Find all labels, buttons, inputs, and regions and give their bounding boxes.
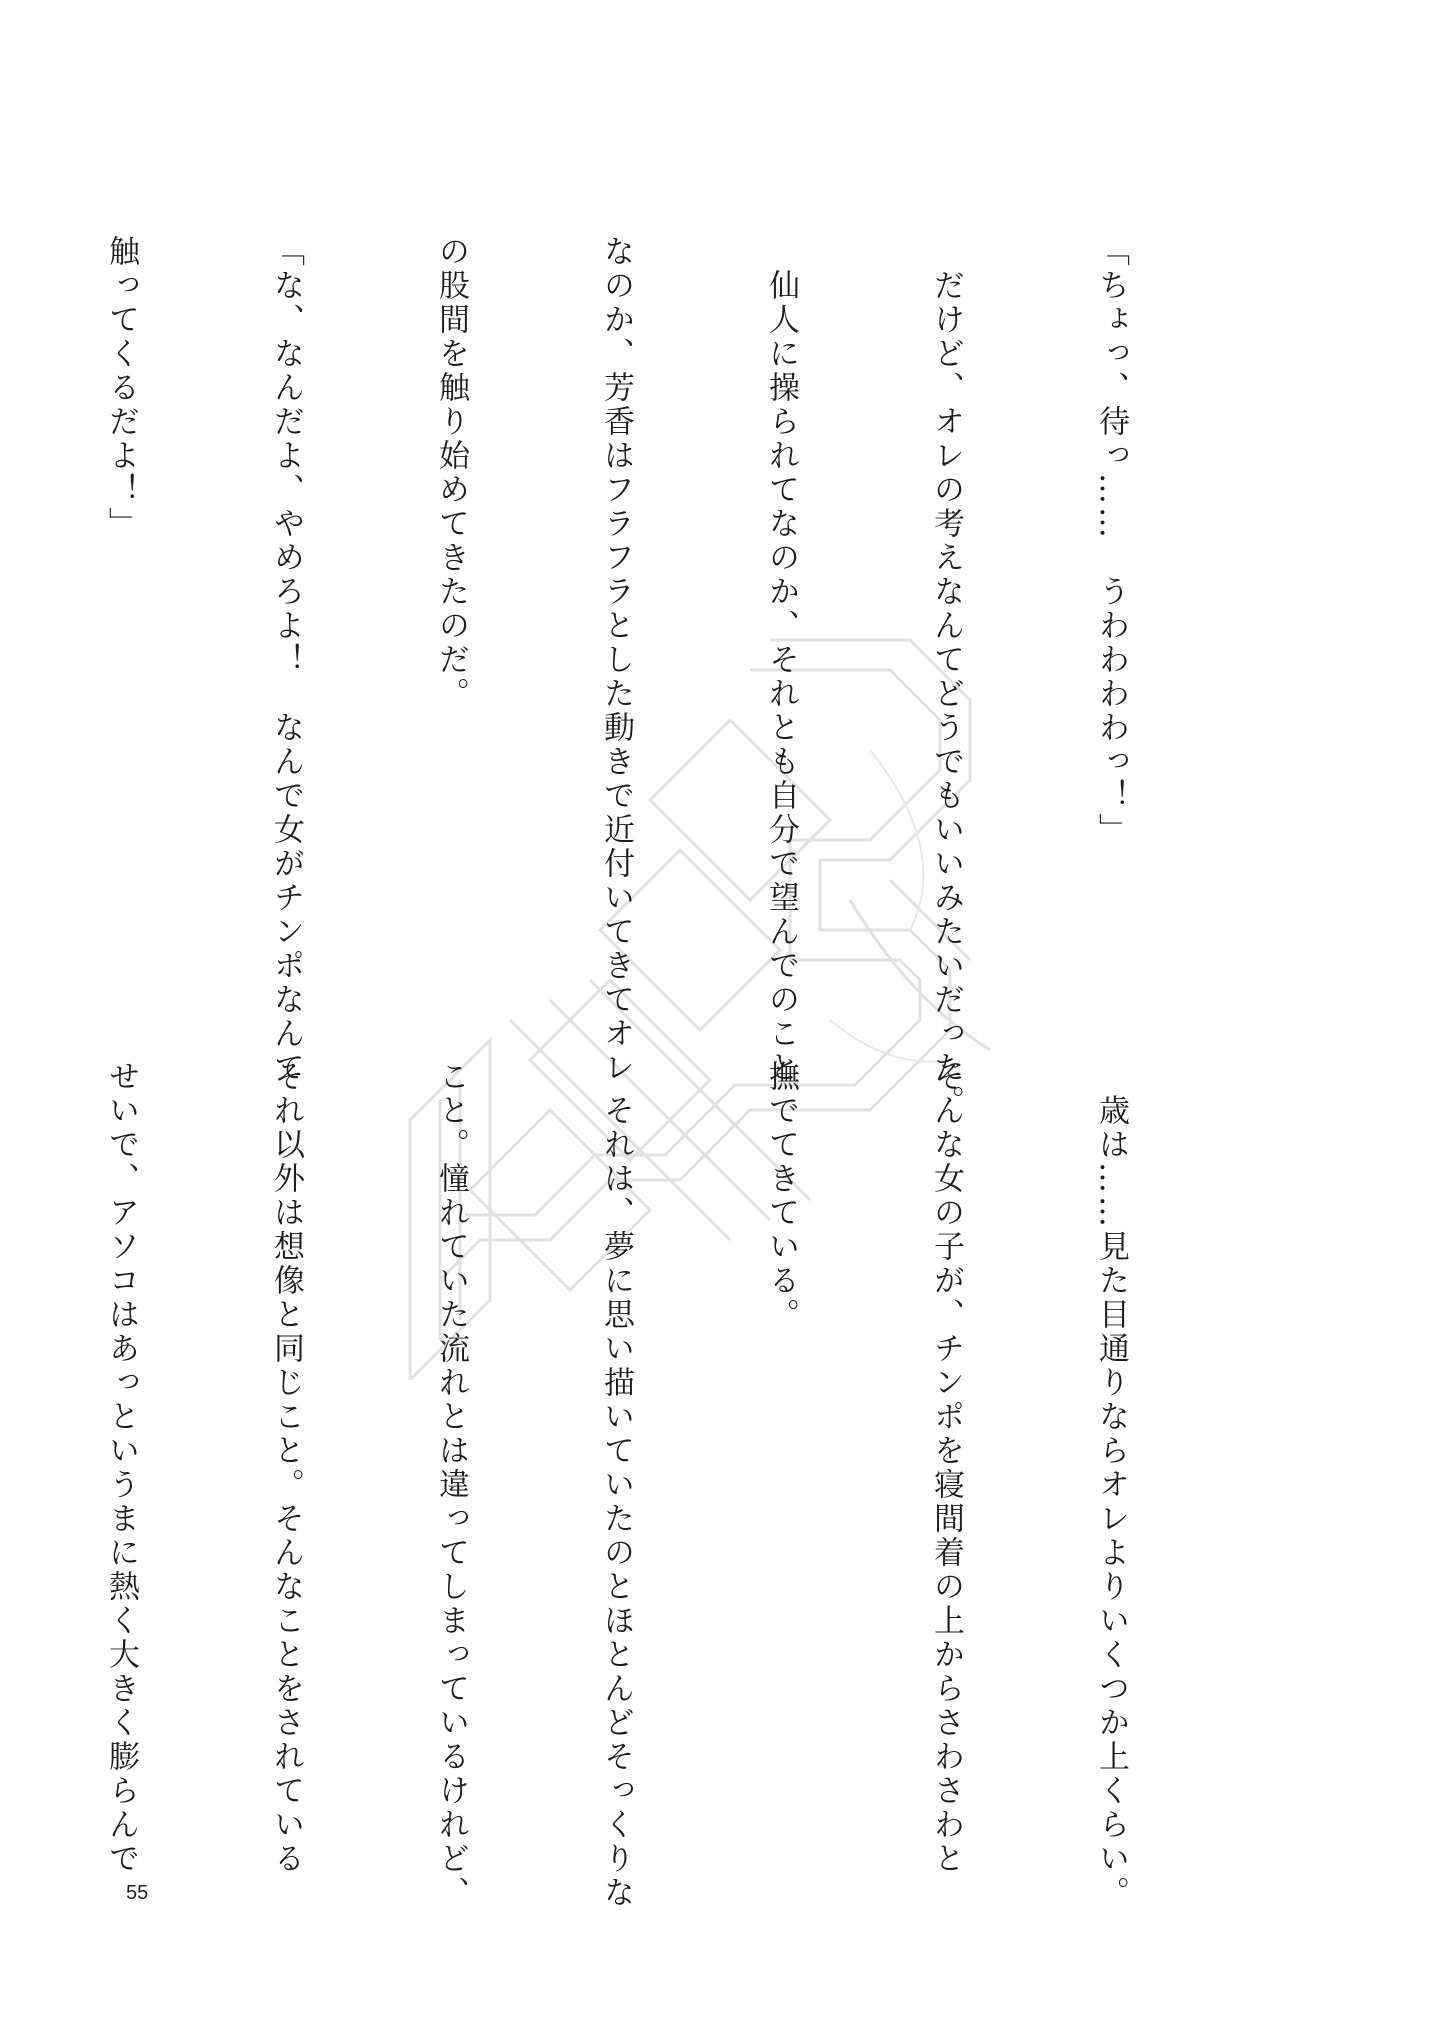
text-line: 撫でてきている。	[763, 1060, 799, 1332]
text-line: 歳は……見た目通りならオレよりいくつか上くらい。	[1093, 1060, 1129, 1910]
text-line: 「ちょっ、待っ…… うわわわわっ！」	[1093, 235, 1129, 847]
text-line: こと。憧れていた流れとは違ってしまっているけれど、	[433, 1060, 469, 1910]
text-line: なのか、芳香はフラフラとした動きで近付いてきてオレ	[598, 235, 634, 1085]
text-line: それは、夢に思い描いていたのとほとんどそっくりな	[598, 1060, 634, 1910]
text-line: 「な、なんだよ、やめろよ！ なんで女がチンポなんて	[268, 235, 304, 1085]
text-line: そんな女の子が、チンポを寝間着の上からさわさわと	[928, 1060, 964, 1876]
text-line: 触ってくるだよ！」	[103, 235, 139, 541]
text-line: の股間を触り始めてきたのだ。	[433, 235, 469, 711]
text-line: せいで、アソコはあっというまに熱く大きく膨らんで	[103, 1060, 139, 1876]
text-line: だけど、オレの考えなんてどうでもいいみたいだった。	[928, 235, 964, 1119]
text-line: それ以外は想像と同じこと。そんなことをされている	[268, 1060, 304, 1876]
text-line: 仙人に操られてなのか、それとも自分で望んでのこと	[763, 235, 799, 1085]
page-number: 55	[126, 1882, 149, 1904]
text-block-top	[0, 235, 1248, 1119]
